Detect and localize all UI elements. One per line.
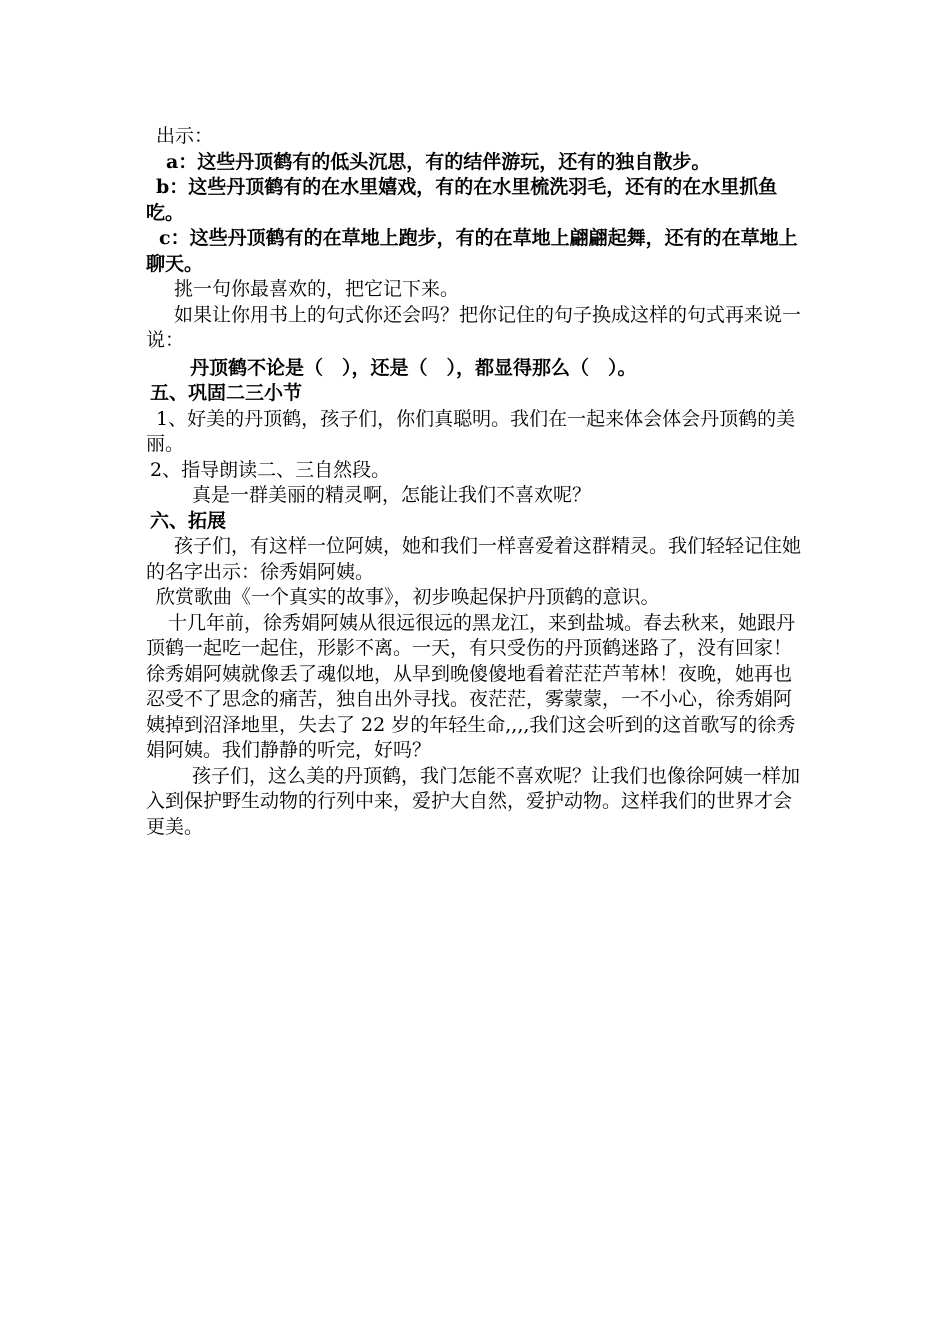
beautiful-spirit: 真是一群美丽的精灵啊，怎能让我们不喜欢呢？ [192, 484, 592, 506]
show-label: 出示： [156, 125, 214, 147]
pattern-sentence: 丹顶鹤不论是（ ），还是（ ），都显得那么（ ）。 [190, 356, 637, 379]
sentence-b: b：这些丹顶鹤有的在水里嬉戏，有的在水里梳洗羽毛，还有的在水里抓鱼吃。 [146, 176, 778, 224]
section-six-heading: 六、拓展 [150, 509, 227, 532]
sentence-a: a：这些丹顶鹤有的低头沉思，有的结伴游玩，还有的独自散步。 [166, 150, 711, 173]
sentence-c: c：这些丹顶鹤有的在草地上跑步，有的在草地上翩翩起舞，还有的在草地上聊天。 [146, 227, 798, 275]
aunt-intro: 孩子们，有这样一位阿姨，她和我们一样喜爱着这群精灵。我们轻轻记住她的名字出示：徐秀娟阿姨。 [146, 535, 802, 583]
document-page [146, 124, 810, 840]
rephrase-prompt: 如果让你用书上的句式你还会吗？把你记住的句子换成这样的句式再来说一说： [146, 303, 802, 351]
pick-favorite: 挑一句你最喜欢的，把它记下来。 [174, 278, 460, 300]
song-appreciation: 欣赏歌曲《一个真实的故事》，初步唤起保护丹顶鹤的意识。 [156, 586, 660, 608]
item-2: 2、指导朗读二、三自然段。 [150, 458, 391, 481]
section-five-heading: 五、巩固二三小节 [150, 382, 303, 404]
item-1: 1、好美的丹顶鹤，孩子们，你们真聪明。我们在一起来体会体会丹顶鹤的美丽。 [146, 407, 796, 455]
conclusion-paragraph: 孩子们，这么美的丹顶鹤，我门怎能不喜欢呢？让我们也像徐阿姨一样加入到保护野生动物的行列中来，爱护大自然，爱护动物。这样我们的世界才会更美。 [146, 764, 801, 838]
story-paragraph: 十几年前，徐秀娟阿姨从很远很远的黑龙江，来到盐城。春去秋来，她跟丹顶鹤一起吃一起住，形影不离。一天，有只受伤的丹顶鹤迷路了，没有回家！徐秀娟阿姨就像丢了魂似地，从早到晚傻傻地看着茫茫芦苇林！夜晚，她再也忍受不了思念的痛苦，独自出外寻找。夜茫茫，雾蒙蒙，一不小心，徐秀娟阿姨掉到沼泽地里，失去了 22 岁的年轻生命,,,,我们这会听到的这首歌写的徐秀娟阿姨。我们静静的听完，好吗？ [146, 611, 796, 761]
